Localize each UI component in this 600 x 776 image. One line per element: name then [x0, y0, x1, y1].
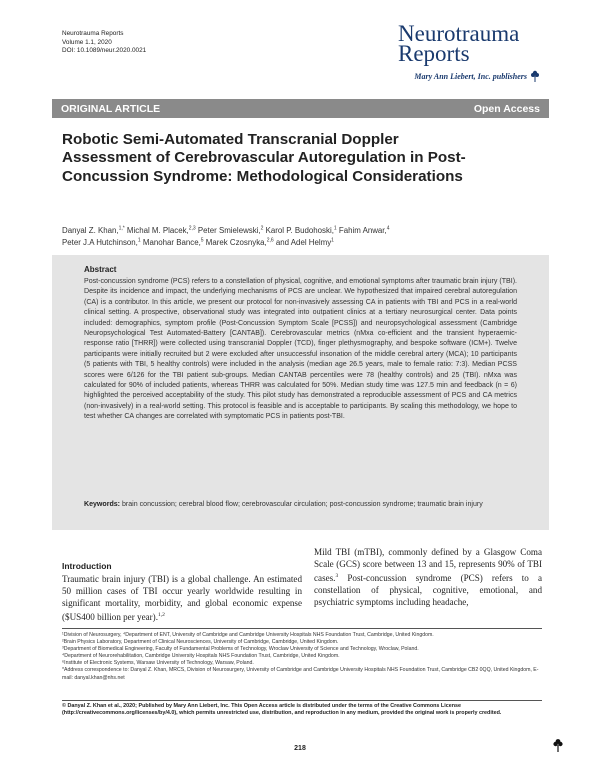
- license-divider: [62, 700, 542, 701]
- author: Manohar Bance,$^5$: [142, 237, 204, 248]
- journal-logo: [398, 21, 538, 66]
- open-access-label: Open Access: [473, 102, 540, 115]
- footnote-divider: [62, 628, 542, 629]
- page-number: 218: [294, 745, 306, 752]
- author: Danyal Z. Khan,$^{1,*}$: [62, 225, 125, 235]
- affiliation-line: ⁶Institute of Electronic Systems, Warsaw University of Technology, Warsaw, Poland.: [62, 660, 254, 667]
- flower-icon: [530, 70, 540, 82]
- affiliations: [62, 632, 542, 682]
- affiliation-line: ¹Division of Neurosurgery, ⁴Department of ENT, University of Cambridge and Cambridge University Hospitals NHS Foundation Trust, Cambridge, United Kingdom.: [62, 632, 434, 638]
- intro-column-2: Mild TBI (mTBI), commonly defined by a Glasgow Coma Scale (GCS) score between 13 and 15, represents 90% of TBI cases.$^3$ Post-concussion syndrome (PCS) refers to a constellation of physical, cognitive, emotional, and psychiatric symptoms including headache,: [314, 547, 542, 608]
- publisher-mark: [414, 70, 540, 82]
- author: Peter Smielewski,$^2$: [197, 225, 264, 235]
- logo-line2: Reports: [398, 41, 470, 66]
- keywords-label: Keywords:: [84, 501, 121, 508]
- author: Marek Czosnyka,$^{2,6}$: [205, 237, 274, 248]
- article-title: Robotic Semi-Automated Transcranial Doppler Assessment of Cerebrovascular Autoregulation in Post-Concussion Syndrome: Methodological Considerations: [62, 131, 466, 185]
- author-list: [62, 223, 542, 248]
- keywords: [84, 500, 517, 510]
- keywords-text: brain concussion; cerebral blood flow; cerebrovascular circulation; post-concussion syndrome; traumatic brain injury: [122, 501, 483, 508]
- affiliation-line: ⁴Department of Neurorehabilitation, Cambridge University Hospitals NHS Foundation Trust, Cambridge, United Kingdom.: [62, 653, 340, 660]
- journal-volume: Volume 1.1, 2020: [62, 38, 112, 46]
- journal-doi: DOI: 10.1089/neur.2020.0021: [62, 47, 147, 55]
- affiliation-line: *Address correspondence to: Danyal Z. Khan, MRCS, Division of Neurosurgery, University of Cambridge and Cambridge University Hospitals NHS Foundation Trust, Cambridge CB2 0QQ, United Kingdom, E-mail: danyal.khan@nhs.net: [62, 667, 539, 681]
- license-text: © Danyal Z. Khan et al., 2020; Published by Mary Ann Liebert, Inc. This Open Access article is distributed under the terms of the Creative Commons License (http://creativecommons.org/licenses/by/4.0), which permits unrestricted use, distribution, and reproduction in any medium, provided the original work is properly credited.: [62, 703, 502, 717]
- flower-icon: [552, 738, 564, 752]
- author: Peter J.A Hutchinson,$^1$: [62, 237, 141, 248]
- author: Karol P. Budohoski,$^1$: [265, 225, 337, 235]
- journal-name: Neurotrauma Reports: [62, 30, 124, 37]
- logo-line1: Neurotrauma: [398, 21, 520, 46]
- author: and Adel Helmy$^1$: [275, 237, 334, 248]
- publisher-name: Mary Ann Liebert, Inc. publishers: [414, 71, 527, 81]
- introduction-heading: Introduction: [62, 561, 112, 571]
- journal-meta: [62, 30, 146, 56]
- article-type-banner: [52, 99, 549, 118]
- abstract-text: Post-concussion syndrome (PCS) refers to a constellation of physical, cognitive, and emotional symptoms after traumatic brain injury (TBI). Despite its incidence and impact, the underlying mechanisms of PCS are unclear. We hypothesized that impaired cerebral autoregulation (CA) is a contributor. In this article, we present our protocol for non-invasively assessing CA in patients with TBI and PCS in a real-world clinical setting. A prospective, observational study was integrated into outpatient clinics at a tertiary neurosurgical center. Data points included: demographics, symptom profile (Post-Concussion Symptom Scale [PCSS]) and neuropsychological assessment (Cambridge Neuropsychological Test Automated-Battery [CANTAB]). Cerebrovascular metrics (nMxa co-efficient and the transient hyperaemic-response ratio [THRR]) were collected using transcranial Doppler (TCD), finger plethysmography, and bespoke software (ICM+). Twelve participants were initially recruited but 2 were excluded after unsuccessful insonation of the middle cerebral artery (MCA); 10 participants (5 patients with TBI, 5 healthy controls) were included in the analysis (median age 26.5 years, male to female ratio: 7:3). Median PCSS scores were 6/126 for the TBI patient sub-groups. Median CANTAB percentiles were 78 (healthy controls) and 25 (TBI). nMxa was calculated for 90% of included patients, whereas THRR was calculated for 50%. Median study time was 127.5 min and feedback (n = 6) highlighted the perceived acceptability of the study. This pilot study has demonstrated a reproducible assessment of PCS and CA metrics (non-invasively) in a real-world setting. This protocol is feasible and is acceptable to participants. By scaling this methodology, we hope to test whether CA changes are correlated with symptomatic PCS in patients post-TBI.: [84, 278, 517, 421]
- affiliation-line: ³Department of Biomedical Engineering, Faculty of Fundamental Problems of Technology, Wroclaw University of Science and Technology, Wroclaw, Poland.: [62, 646, 419, 653]
- intro-column-1: Traumatic brain injury (TBI) is a global challenge. An estimated 50 million cases of TBI occur yearly worldwide resulting in significant mortality, morbidity, and global economic expense ($US400 billion per year).$^{1,2}$: [62, 574, 302, 623]
- author: Fahim Anwar,$^4$: [338, 225, 390, 235]
- article-type-label: ORIGINAL ARTICLE: [61, 102, 161, 115]
- abstract-heading: Abstract: [84, 265, 117, 274]
- author: Michal M. Placek,$^{2,3}$: [126, 225, 196, 235]
- affiliation-line: ²Brain Physics Laboratory, Department of Clinical Neurosciences, University of Cambridge, Cambridge, United Kingdom.: [62, 639, 339, 646]
